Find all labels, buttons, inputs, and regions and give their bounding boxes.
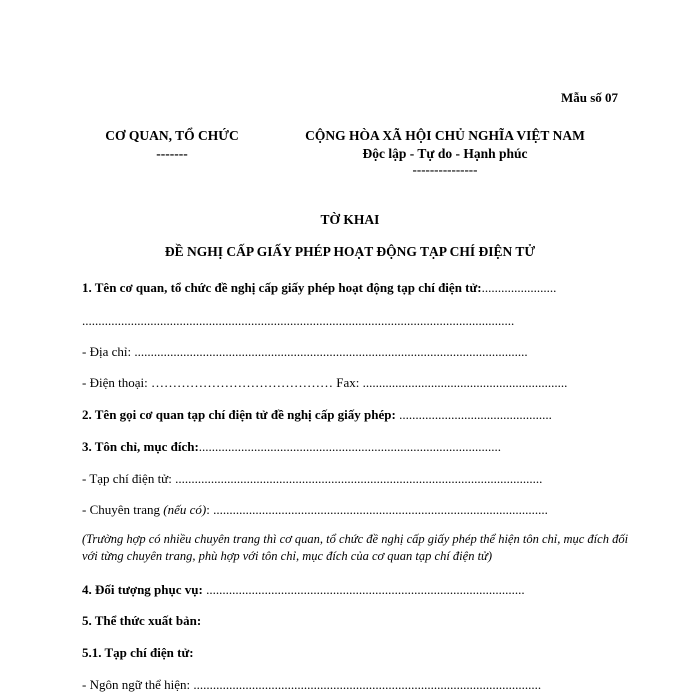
organization-separator: ------- [156, 146, 188, 161]
item-3-label: 3. Tôn chỉ, mục đích: [82, 439, 199, 454]
item-3-line [82, 439, 501, 455]
organization-block [92, 127, 252, 163]
channel-blank[interactable]: ....................................................................................................... [213, 502, 548, 517]
magazine-label: - Tạp chí điện tử: [82, 471, 176, 486]
national-header [270, 127, 620, 179]
form-number: Mẫu số 07 [560, 90, 618, 105]
item-5-1-label: 5.1. Tạp chí điện tử: [82, 645, 194, 660]
item-1-continuation [82, 313, 514, 329]
item-5-label: 5. Thể thức xuất bản: [82, 613, 202, 628]
item-4-blank[interactable]: .................................................................................................. [206, 582, 525, 597]
item-2-blank[interactable]: ............................................... [399, 407, 552, 422]
item-1-blank[interactable]: ....................... [481, 280, 557, 295]
organization-label: CƠ QUAN, TỔ CHỨC [105, 128, 239, 143]
item-2-line [82, 407, 552, 423]
phone-fax-line [82, 375, 567, 391]
channel-colon: : [206, 502, 214, 517]
document-title: TỜ KHAI [320, 212, 380, 227]
address-label: - Địa chỉ: [82, 344, 135, 359]
channel-line [82, 502, 548, 518]
item-1-continuation-blank[interactable]: ..................................................................................................................................... [82, 313, 515, 328]
item-4-label: 4. Đối tượng phục vụ: [82, 582, 207, 597]
item-1-line [82, 280, 556, 296]
channel-optional-note: (nếu có) [163, 502, 207, 517]
language-label: - Ngôn ngữ thể hiện: [82, 677, 194, 692]
phone-label: - Điện thoại: [82, 375, 151, 390]
fax-blank[interactable]: ............................................................... [362, 375, 568, 390]
address-line [82, 344, 528, 360]
national-title: CỘNG HÒA XÃ HỘI CHỦ NGHĨA VIỆT NAM [305, 128, 585, 143]
channel-label: - Chuyên trang [82, 502, 164, 517]
language-blank[interactable]: ........................................................................................................... [193, 677, 542, 692]
item-4-line [82, 582, 525, 598]
magazine-blank[interactable]: ................................................................................................................. [175, 471, 543, 486]
channel-instruction-note: (Trường hợp có nhiều chuyên trang thì cơ quan, tổ chức đề nghị cấp giấy phép thể hiện tôn chỉ, mục đích đối với từng chuyên trang, phù hợp với tôn chỉ, mục đích của cơ quan tạp chí điện tử) [82, 532, 629, 563]
item-1-label: 1. Tên cơ quan, tổ chức đề nghị cấp giấy phép hoạt động tạp chí điện tử: [82, 280, 482, 295]
language-line [82, 677, 541, 693]
national-motto: Độc lập - Tự do - Hạnh phúc [362, 146, 528, 161]
phone-blank[interactable]: …………………………………… [150, 375, 333, 390]
national-separator: --------------- [412, 162, 478, 177]
item-2-label: 2. Tên gọi cơ quan tạp chí điện tử đề nghị cấp giấy phép: [82, 407, 400, 422]
magazine-line [82, 471, 542, 487]
document-subtitle: ĐỀ NGHỊ CẤP GIẤY PHÉP HOẠT ĐỘNG TẠP CHÍ ĐIỆN TỬ [164, 244, 536, 259]
fax-label: Fax: [332, 375, 363, 390]
item-3-blank[interactable]: ............................................................................................. [198, 439, 502, 454]
address-blank[interactable]: ......................................................................................................................... [134, 344, 528, 359]
